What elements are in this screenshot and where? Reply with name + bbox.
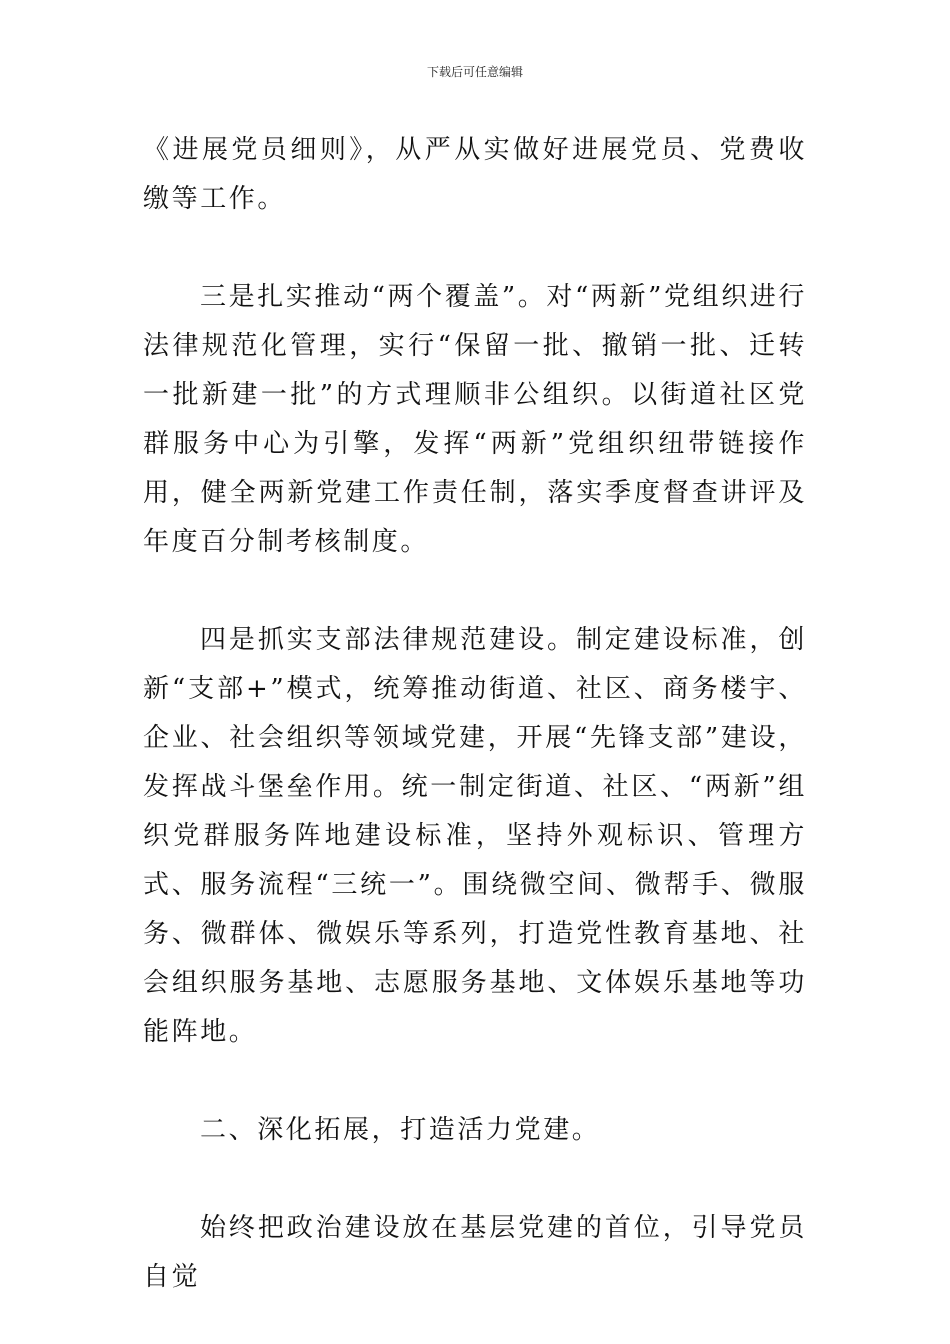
document-body [143, 126, 807, 1302]
page-header: 下载后可任意编辑 [426, 65, 523, 79]
paragraph-political-building: 始终把政治建设放在基层党建的首位，引导党员自觉 [143, 1213, 807, 1292]
paragraph-continuation: 《进展党员细则》，从严从实做好进展党员、党费收缴等工作。 [143, 135, 807, 214]
paragraph-two-coverages: 三是扎实推动“两个覆盖”。对“两新”党组织进行法律规范化管理，实行“保留一批、撤销一批、迁转一批新建一批”的方式理顺非公组织。以街道社区党群服务中心为引擎，发挥“两新”党组织纽带链接作用，健全两新党建工作责任制，落实季度督查讲评及年度百分制考核制度。 [143, 282, 807, 557]
paragraph-branch-standardization: 四是抓实支部法律规范建设。制定建设标准，创新“支部+”模式，统筹推动街道、社区、商务楼宇、企业、社会组织等领域党建，开展“先锋支部”建设，发挥战斗堡垒作用。统一制定街道、社区、“两新”组织党群服务阵地建设标准，坚持外观标识、管理方式、服务流程“三统一”。围绕微空间、微帮手、微服务、微群体、微娱乐等系列，打造党性教育基地、社会组织服务基地、志愿服务基地、文体娱乐基地等功能阵地。 [143, 625, 807, 1047]
section-heading: 二、深化拓展，打造活力党建。 [200, 1115, 601, 1145]
